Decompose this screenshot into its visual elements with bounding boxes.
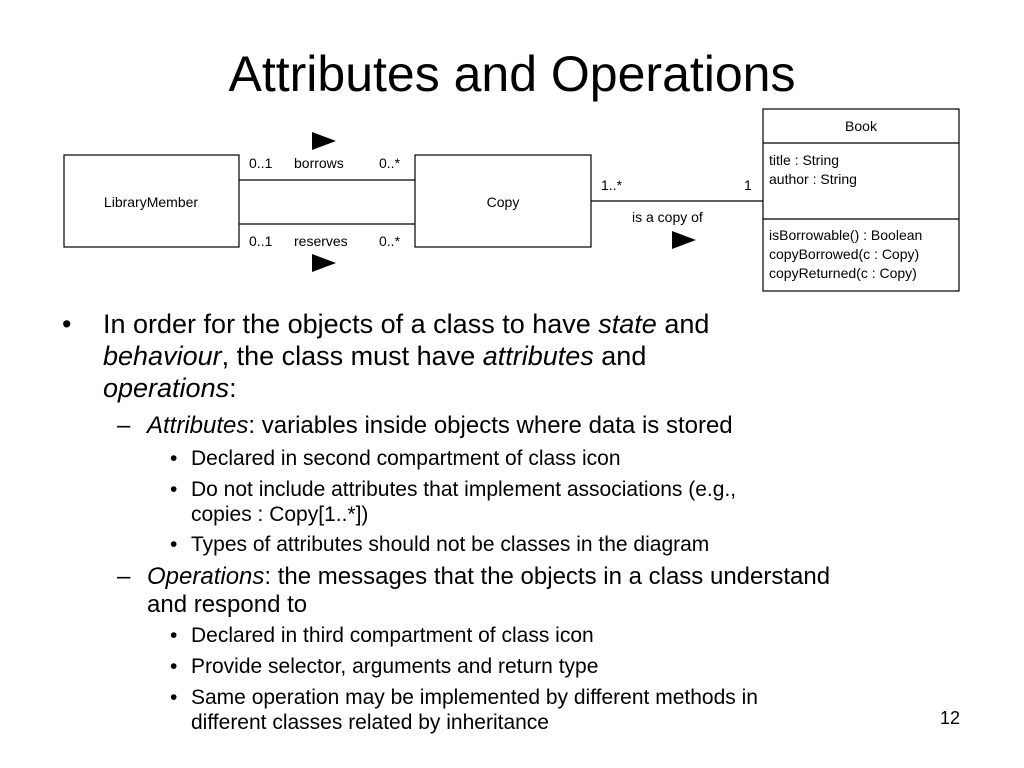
- borrows-label: borrows: [294, 155, 344, 171]
- borrows-right-multiplicity: 0..*: [379, 155, 401, 171]
- operations-item: different classes related by inheritance: [191, 711, 549, 734]
- bullet-marker: •: [170, 655, 178, 678]
- book-operation: copyReturned(c : Copy): [769, 265, 917, 281]
- reserves-left-multiplicity: 0..1: [249, 233, 273, 249]
- attributes-item: copies : Copy[1..*]): [191, 503, 369, 526]
- bullet-marker: •: [170, 686, 178, 709]
- bullet-marker: •: [170, 478, 178, 501]
- dash-marker: –: [117, 563, 131, 590]
- copy-name: Copy: [486, 194, 520, 210]
- bullet-marker: •: [62, 309, 72, 339]
- attributes-heading: Attributes: variables inside objects where data is stored: [147, 412, 733, 439]
- operations-heading: and respond to: [147, 591, 308, 618]
- dash-marker: –: [117, 412, 131, 439]
- bullet-marker: •: [170, 533, 178, 556]
- bullet-marker: •: [170, 447, 178, 470]
- copy-of-right-multiplicity: 1: [744, 177, 752, 193]
- library-member-name: LibraryMember: [103, 194, 199, 210]
- attributes-item: Declared in second compartment of class icon: [191, 447, 621, 470]
- operations-heading: Operations: the messages that the objects in a class understand: [147, 563, 831, 590]
- attributes-item: Types of attributes should not be classes in the diagram: [191, 533, 710, 556]
- operations-item: Declared in third compartment of class icon: [191, 624, 594, 647]
- copy-of-left-multiplicity: 1..*: [601, 177, 623, 193]
- reserves-right-multiplicity: 0..*: [379, 233, 401, 249]
- bullet-marker: •: [170, 624, 178, 647]
- reserves-label: reserves: [294, 233, 348, 249]
- copy-of-label: is a copy of: [632, 209, 703, 225]
- page-number: 12: [940, 708, 961, 728]
- borrows-left-multiplicity: 0..1: [249, 155, 273, 171]
- book-attribute: author : String: [769, 171, 857, 187]
- book-operation: isBorrowable() : Boolean: [769, 227, 923, 243]
- book-operation: copyBorrowed(c : Copy): [769, 246, 920, 262]
- book-attribute: title : String: [769, 152, 840, 168]
- slide-title: Attributes and Operations: [228, 46, 796, 102]
- bullet-line: In order for the objects of a class to have state and: [103, 309, 710, 339]
- bullet-line: behaviour, the class must have attributes and: [103, 341, 647, 371]
- bullet-line: operations:: [103, 373, 237, 403]
- attributes-item: Do not include attributes that implement associations (e.g.,: [191, 478, 737, 501]
- operations-item: Provide selector, arguments and return type: [191, 655, 599, 678]
- operations-item: Same operation may be implemented by different methods in: [191, 686, 758, 709]
- book-name: Book: [845, 118, 877, 134]
